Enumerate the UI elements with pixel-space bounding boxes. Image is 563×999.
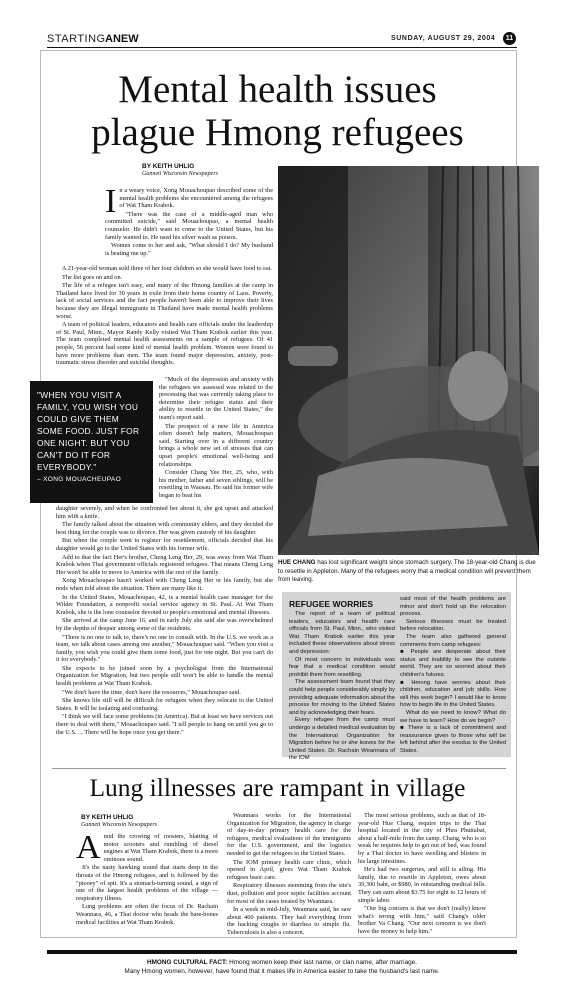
byline: BY KEITH UHLIG [142,163,195,170]
paragraph: "There was the case of a middle-aged man who committed suicide," said Mouachoupao, a mental health counselor. He didn't want to come to the United States, but his family wanted to. He used his silver wash as poison. [105,210,273,241]
cultural-fact [47,958,517,976]
main-article-wrap [159,376,273,501]
cultural-fact-text-1: Hmong women keep their last name, or clan name, after marriage. [227,959,418,966]
paragraph: Lung problems are often the focus of Dr. Rachain Weannara, 46, a Thai doctor who heads the bare-bones medical facilities at Wat Tham Krabok. [76,903,218,926]
paragraph: Respiratory illnesses stemming from the site's dust, pollution and poor septic facilities account for most of the cases treated by Weannara. [227,882,351,905]
cultural-fact-label: HMONG CULTURAL FACT: [146,959,228,966]
paragraph: Xong Mouachoupao hasn't worked with Cheng Leng Her or his family, but she nods when told about the situation. There are many like it. [56,577,273,592]
sidebar-paragraph: Serious illnesses must be treated before relocation. [400,618,506,633]
sidebar-paragraph: The team also gathered general comments from camp refugees: [400,633,506,648]
lead-paragraph: n a weary voice, Xong Mouachoupao described some of the mental health problems she encountered among the refugees of Wat Tham Krabok. [119,187,273,210]
paragraph: The most serious problems, such as that of 18-year-old Hue Chang, require trips to the Thai hospital located in the city of Phra Phuttabat, about a half-mile from the camp. Chang, who is so weak he requires help to get out of bed, was found by a Thai doctor to have swelling and blisters in his large intestines. [358,812,486,865]
footer-bar [47,950,517,954]
pull-quote [30,381,153,503]
paragraph: The life of a refugee isn't easy, and many of the Hmong families at the camp in Thailand have lived for 30 years in exile from their home country of Laos. Poverty, lack of social services and the fact people haven't been able to improve their lives because they are illegal immigrants in Thailand have made mental health problems worse. [56,282,273,320]
section-label-bold: ANEW [105,33,139,45]
headline-line-2: plague Hmong refugees [91,111,464,154]
sidebar-paragraph: Of most concern to individuals was fear that a medical condition would prohibit them from resettling. [289,656,395,678]
sidebar-title: REFUGEE WORRIES [289,599,374,609]
paragraph: "There is no one to talk to, there's no one to consult with. In the U.S. we work as a team, we talk about cases among one another," Mouachoupao said. "When you visit a family, you wish you could give them some food, just for one night. But you can't do it for everybody." [56,633,273,664]
paragraph: Weannara works for the International Organization for Migration, the agency in charge of day-to-day primary health care for the refugees, medical evaluations of the immigrants for the U.S. government, and the logistics needed to get the refugees to the United States. [227,812,351,857]
second-headline: Lung illnesses are rampant in village [89,773,466,802]
sidebar-column-2 [400,596,506,755]
paragraph: She expects to be joined soon by a psychologist from the International Organization for Migration, but two people still won't be able to handle the mental health problems at Wat Tham Krabok. [56,664,273,688]
second-byline-affiliation: Gannett Wisconsin Newspapers [81,822,157,828]
paragraph: She arrived at the camp June 16, and in early July she said she was overwhelmed by the depths of despair among some of the residents. [56,617,273,632]
paragraph: It's the nasty hawking sound that starts deep in the throats of the Hmong refugees, and is followed by the "ptooey" of spit. It's a stomach-turning sound, a sign of one of the largest health problems of the village — respiratory illness. [76,864,218,902]
sidebar-column-1 [289,611,395,763]
second-dropcap: A [76,833,101,866]
paragraph: He's had two surgeries, and still is ailing. His family, due to resettle in Appleton, owes about 39,300 baht, or $980, in outstanding medical bills. They can earn about $3.75 for eight to 12 hours of simple labor. [358,866,486,904]
sidebar-paragraph: The report of a team of political leaders, educators and health care officials from St. Paul, Minn., who visited Wat Tham Krabok earlier this year included these observations about stress and depression: [289,611,395,655]
pull-quote-attribution: – XONG MOUACHEUPAO [37,476,122,483]
second-article-col-1 [76,833,218,927]
story-divider [52,768,506,769]
section-header [47,31,517,47]
paragraph: In the United States, Mouachoupao, 42, is a mental health case manager for the Wilder Foundation, a nonprofit social service agency in St. Paul. At Wat Tham Krabok, she is the lone counselor devoted to people's emotional and mental illnesses. [56,593,273,616]
photo-caption [278,559,539,585]
paragraph: The list goes on and on. [62,273,123,281]
lead-paragraph: mid the crowing of roosters, blatting of motor scooters and rumbling of diesel engines at Wat Tham Krabok, there is a more ominous sound. [103,833,218,863]
byline-affiliation: Gannett Wisconsin Newspapers [142,171,218,177]
main-headline [40,68,515,154]
paragraph: The IOM primary health care clinic, which opened in April, gives Wat Tham Krabok refugees basic care. [227,858,351,881]
sidebar-paragraph: Every refugee from the camp must undergo a detailed medical evaluation by the International Organization for Migration before he or she leaves for the United States. Dr. Rachain Weannara of the IOM [289,717,395,762]
paragraph: daughter severely, and when he confronted her about it, she got upset and attacked him with a knife. [56,505,273,520]
sidebar-paragraph: What do we need to know? What do we have to learn? How do we begin? [400,709,506,724]
paragraph: But when the couple went to register for resettlement, officials decided that his daughter would go to the United States with his former wife. [56,537,273,552]
paragraph: Add to that the fact Her's brother, Cheng Leng Her, 29, was away from Wat Tham Krabok when Thai government officials registered refugees. That means Cheng Leng Her won't be able to move to America with the rest of the family. [56,553,273,576]
second-byline: BY KEITH UHLIG [81,814,134,821]
second-article-col-2 [227,812,351,938]
paragraph: The family talked about the situation with community elders, and they decided the best thing for the couple was to divorce. Her was given custody of his daughter. [56,521,273,536]
sidebar-refugee-worries [282,592,511,762]
sidebar-paragraph: The assessment team found that they could help people considerably simply by providing adequate information about the process for moving to the United States and by acknowledging their fears. [289,679,395,716]
caption-text: has lost significant weight since stomach surgery. The 18-year-old Chang is due to resettle in Appleton. Many of the refugees worry that a medical condition will prevent them from leaving. [278,559,536,583]
issue-date: SUNDAY, AUGUST 29, 2004 [391,35,496,42]
main-article-top [105,187,273,258]
sidebar-bullet: ■ Hmong have worries about their children, education and job skills. How will this work begin? I would like to know how to begin life in the United States. [400,679,506,709]
header-rule [47,47,517,48]
paragraph: Consider Chang Yee Her, 25, who, with his mother, father and seven siblings, will be resettling in Wausau. He said his former wife began to beat his [159,469,273,499]
paragraph: She knows life still will be difficult for refugees when they relocate to the United States. It will be isolating and confusing. [56,697,273,712]
paragraph: "Our big concern is that we don't (really) know what's wrong with him," said Chang's older brother Va Chang. "Our next concern is we don't have the money to help him." [358,905,486,935]
cultural-fact-line-2: Many Hmong women, however, have found that it makes life in America easier to take the husband's last name. [124,968,440,975]
paragraph: "We don't have the time, don't have the resources," Mouachoupao said. [62,688,241,696]
dropcap: I [105,187,117,220]
page-number-badge: 11 [503,32,516,45]
caption-lead: HUE CHANG [278,559,316,566]
paragraph: Women come to her and ask, "What should I do? My husband is beating me up." [105,242,273,257]
main-article-bottom [56,505,273,737]
paragraph: The prospect of a new life in America often doesn't help matters, Mouachoupao said. Starting over in a different country brings a whole new set of stresses that can upset people's emotional well-being and relationships. [159,422,273,468]
photo-illustration [278,166,539,555]
photo-hue-chang [278,166,539,555]
paragraph: A 21-year-old woman sold three of her four children so she would have food to eat. [62,265,273,272]
sidebar-bullet: ■ There is a lack of commitment and reassurance given to those who will be left behind after the exodus to the United States. [400,725,506,754]
sidebar-bullet: ■ People are desperate about their status and inability to see the outside world. They are so worried about their children's futures. [400,649,506,678]
paragraph: A team of political leaders, educators and health care officials under the leadership of St. Paul, Minn., Mayor Randy Kelly visited Wat Tham Krabok earlier this year. The team completed mental health assessments on a sample of refugees. Of 41 people, 56 percent had some kind of mental health problem. Women were found to have more problems than men. The team found major depression, anxiety, post-traumatic stress disorder and suicidal thoughts. [56,321,273,367]
cultural-fact-line-1 [47,958,517,967]
sidebar-paragraph: said most of the health problems are minor and don't hold up the relocation process. [400,596,506,618]
paragraph: In a week in mid-July, Weannara said, he saw about 460 patients. They had everything from the hacking coughs to diarrhea to simple flu. Tuberculosis is also a concern. [227,906,351,936]
paragraph: "Much of the depression and anxiety with the refugees we assessed was related to the processing that was currently taking place to determine their refugee status and their ability to resettle in the United States," the team's report said. [159,376,273,421]
main-article-top-wide [56,265,273,368]
second-article-col-3 [358,812,486,937]
headline-line-1: Mental health issues [118,68,437,111]
pull-quote-text: "WHEN YOU VISIT A FAMILY, YOU WISH YOU COULD GIVE THEM SOME FOOD. JUST FOR ONE NIGHT. BUT YOU CAN'T DO IT FOR EVERYBODY." [37,390,140,472]
section-label: STARTING [47,33,106,45]
paragraph: "I think we will face some problems (in America). But at least we have services out there to deal with them," Mouachoupao said. "I tell people to hang on until you go to the U.S. ... There will be hope once you get there." [56,713,273,736]
